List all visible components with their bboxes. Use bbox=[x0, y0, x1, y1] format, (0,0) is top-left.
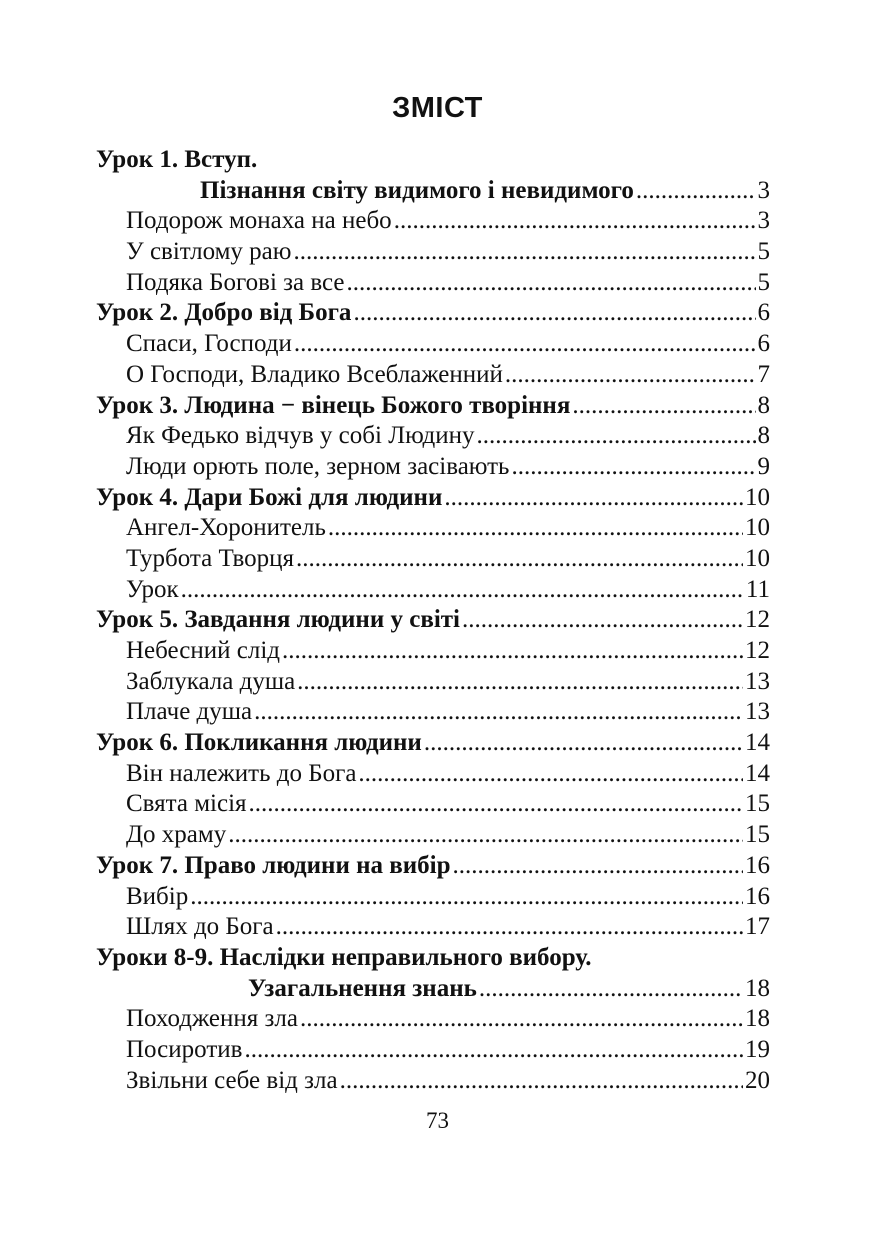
toc-item bbox=[96, 882, 770, 913]
toc-lesson-heading bbox=[96, 391, 770, 422]
toc-item bbox=[96, 544, 770, 575]
toc-entry-title: Як Федько відчув у собі Людину bbox=[126, 422, 475, 450]
toc-entry-title: Походження зла bbox=[126, 1005, 298, 1033]
toc-page-number: 10 bbox=[745, 544, 770, 572]
toc-page-number: 14 bbox=[745, 729, 770, 757]
dot-leader bbox=[296, 544, 743, 575]
toc-entry-title: Турбота Творця bbox=[126, 544, 295, 572]
toc-page-number: 14 bbox=[745, 759, 770, 787]
toc-entry-title: Звільни себе від зла bbox=[126, 1066, 338, 1094]
toc-page-number: 9 bbox=[757, 452, 770, 480]
toc-page-number: 19 bbox=[745, 1035, 770, 1063]
dot-leader bbox=[347, 268, 756, 299]
toc-page-number: 15 bbox=[745, 821, 770, 849]
toc-entry-title: Урок 3. Людина − вінець Божого творіння bbox=[96, 391, 571, 419]
toc-page-number: 18 bbox=[745, 974, 770, 1002]
toc-entry-title: Заблукала душа bbox=[126, 667, 296, 695]
toc-lesson-heading bbox=[96, 851, 770, 882]
toc-page-number: 10 bbox=[745, 483, 770, 511]
dot-leader bbox=[511, 452, 755, 483]
toc-lesson-heading bbox=[96, 298, 770, 329]
toc-page-number: 16 bbox=[745, 882, 770, 910]
toc-item bbox=[96, 1004, 770, 1035]
toc-page-number: 5 bbox=[757, 238, 770, 266]
toc-entry-title: Люди орють поле, зерном засівають bbox=[126, 452, 510, 480]
dot-leader bbox=[254, 697, 743, 728]
toc-entry-title: Спаси, Господи bbox=[126, 330, 292, 358]
toc-entry-title: Уроки 8-9. Наслідки неправильного вибору. bbox=[96, 943, 592, 971]
toc-item bbox=[96, 1066, 770, 1097]
dot-leader bbox=[505, 360, 756, 391]
dot-leader bbox=[636, 176, 756, 207]
toc-item bbox=[96, 513, 770, 544]
toc-item bbox=[96, 421, 770, 452]
dot-leader bbox=[479, 974, 743, 1005]
toc-page-number: 3 bbox=[757, 207, 770, 235]
toc-lesson-heading bbox=[96, 943, 770, 974]
toc-item bbox=[96, 667, 770, 698]
toc-entry-title: Урок 7. Право людини на вибір bbox=[96, 851, 451, 879]
toc-lesson-heading bbox=[96, 605, 770, 636]
dot-leader bbox=[276, 912, 743, 943]
toc-entry-title: Урок 5. Завдання людини у світі bbox=[96, 606, 460, 634]
toc-item bbox=[96, 1035, 770, 1066]
toc-lesson-heading bbox=[96, 728, 770, 759]
table-of-contents bbox=[96, 145, 770, 1096]
toc-entry-title: Свята місія bbox=[126, 790, 247, 818]
toc-lesson-subtitle bbox=[96, 974, 770, 1005]
toc-item bbox=[96, 759, 770, 790]
toc-page-number: 20 bbox=[745, 1066, 770, 1094]
toc-item bbox=[96, 912, 770, 943]
toc-entry-title: Урок bbox=[126, 575, 179, 603]
toc-entry-title: Ангел-Хоронитель bbox=[126, 514, 326, 542]
toc-page-number: 8 bbox=[757, 422, 770, 450]
toc-page-number: 17 bbox=[745, 913, 770, 941]
toc-page-number: 12 bbox=[745, 637, 770, 664]
toc-entry-title: Урок 2. Добро від Бога bbox=[96, 299, 352, 327]
toc-page-number: 12 bbox=[745, 606, 770, 634]
toc-page-number: 5 bbox=[757, 268, 770, 296]
dot-leader bbox=[340, 1066, 743, 1097]
toc-entry-title: Подяка Богові за все bbox=[126, 268, 345, 296]
toc-entry-title: Шлях до Бога bbox=[126, 913, 274, 941]
dot-leader bbox=[282, 636, 743, 667]
toc-page-number: 10 bbox=[745, 514, 770, 542]
toc-entry-title: До храму bbox=[126, 821, 227, 849]
dot-leader bbox=[358, 759, 743, 790]
dot-leader bbox=[228, 820, 743, 851]
toc-item bbox=[96, 206, 770, 237]
toc-item bbox=[96, 697, 770, 728]
toc-item bbox=[96, 452, 770, 483]
toc-item bbox=[96, 360, 770, 391]
toc-lesson-subtitle bbox=[96, 176, 770, 207]
toc-entry-title: Посиротив bbox=[126, 1035, 243, 1063]
toc-entry-title: Урок 4. Дари Божі для людини bbox=[96, 483, 443, 511]
toc-page-number: 11 bbox=[745, 575, 770, 603]
toc-page-number: 3 bbox=[757, 176, 770, 204]
toc-page-number: 6 bbox=[757, 299, 770, 327]
toc-item bbox=[96, 575, 770, 606]
dot-leader bbox=[249, 789, 743, 820]
toc-page-number: 6 bbox=[757, 330, 770, 358]
page-number: 73 bbox=[426, 1108, 449, 1133]
toc-page-number: 8 bbox=[757, 391, 770, 419]
toc-item bbox=[96, 268, 770, 299]
toc-page-number: 7 bbox=[757, 360, 770, 388]
toc-page-number: 13 bbox=[745, 667, 770, 695]
toc-item bbox=[96, 820, 770, 851]
toc-lesson-heading bbox=[96, 145, 770, 176]
toc-item bbox=[96, 636, 770, 667]
dot-leader bbox=[444, 483, 743, 514]
dot-leader bbox=[424, 728, 743, 759]
toc-entry-title: Плаче душа bbox=[126, 698, 253, 726]
dot-leader bbox=[297, 667, 743, 698]
dot-leader bbox=[328, 513, 743, 544]
dot-leader bbox=[294, 329, 756, 360]
toc-entry-title: Подорож монаха на небо bbox=[126, 207, 392, 235]
toc-page-number: 15 bbox=[745, 790, 770, 818]
dot-leader bbox=[181, 575, 744, 606]
toc-item bbox=[96, 237, 770, 268]
dot-leader bbox=[477, 421, 756, 452]
dot-leader bbox=[300, 1004, 743, 1035]
dot-leader bbox=[572, 391, 755, 422]
toc-entry-title: Пізнання світу видимого і невидимого bbox=[200, 176, 634, 204]
toc-item bbox=[96, 789, 770, 820]
dot-leader bbox=[190, 882, 743, 913]
toc-entry-title: Урок 1. Вступ. bbox=[96, 146, 258, 173]
dot-leader bbox=[462, 605, 743, 636]
toc-page-number: 13 bbox=[745, 698, 770, 726]
toc-item bbox=[96, 329, 770, 360]
toc-entry-title: У світлому раю bbox=[126, 238, 292, 266]
toc-page-number: 18 bbox=[745, 1005, 770, 1033]
dot-leader bbox=[394, 206, 756, 237]
toc-entry-title: Урок 6. Покликання людини bbox=[96, 729, 422, 757]
toc-page-number: 16 bbox=[745, 851, 770, 879]
toc-entry-title: Він належить до Бога bbox=[126, 759, 357, 787]
toc-entry-title: О Господи, Владико Всеблаженний bbox=[126, 360, 503, 388]
dot-leader bbox=[293, 237, 755, 268]
toc-lesson-heading bbox=[96, 483, 770, 514]
dot-leader bbox=[353, 298, 755, 329]
page-title: ЗМІСТ bbox=[392, 92, 483, 124]
toc-entry-title: Небесний слід bbox=[126, 637, 280, 664]
toc-entry-title: Вибір bbox=[126, 882, 189, 910]
toc-entry-title: Узагальнення знань bbox=[248, 974, 477, 1002]
dot-leader bbox=[453, 851, 743, 882]
dot-leader bbox=[244, 1035, 743, 1066]
